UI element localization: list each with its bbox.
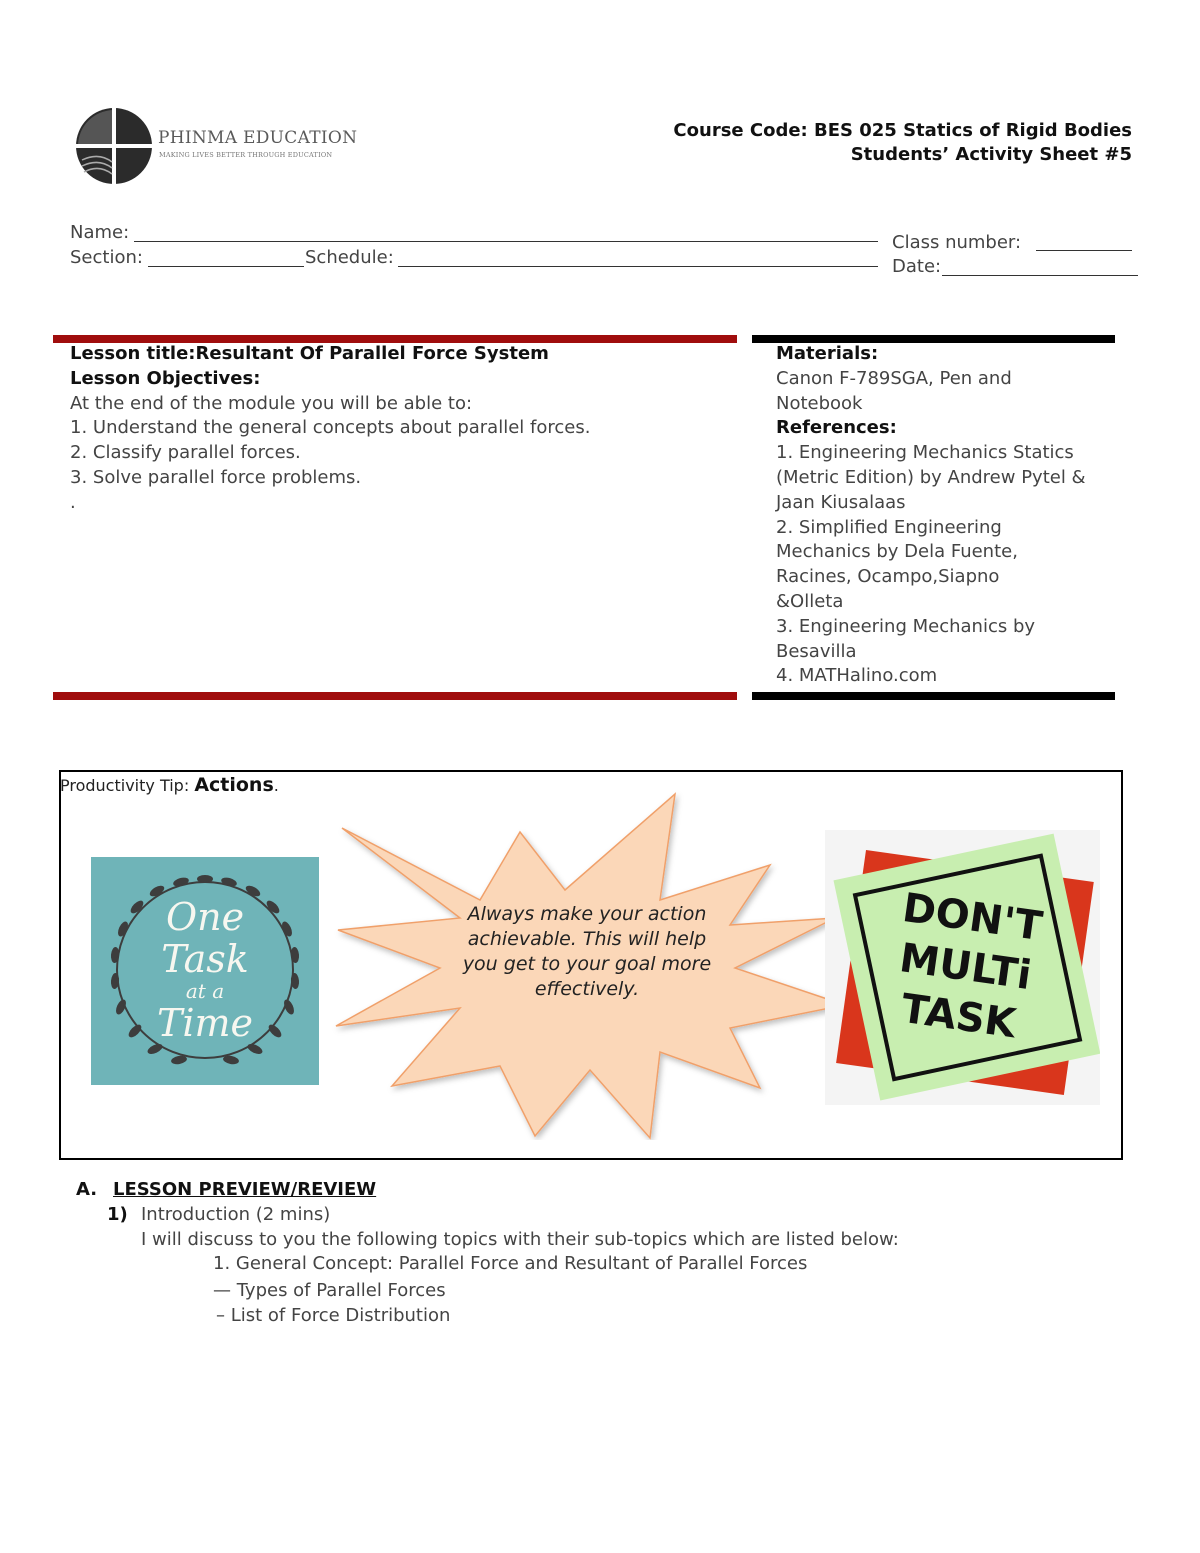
discussion-text: I will discuss to you the following topics with their sub-topics which are listed below: (141, 1229, 899, 1250)
note-line: DON'T (899, 884, 1046, 951)
section-letter: A. (76, 1179, 98, 1200)
lesson-bottom-bar (53, 692, 737, 700)
topic-item: 1. General Concept: Parallel Force and Resultant of Parallel Forces (213, 1253, 808, 1274)
dont-multitask-image (825, 830, 1100, 1105)
lesson-panel (70, 342, 730, 516)
sub-topic-item: — Types of Parallel Forces (213, 1280, 446, 1301)
logo-name: PHINMA EDUCATION (158, 128, 358, 148)
name-field[interactable] (134, 241, 878, 242)
objectives-intro: At the end of the module you will be able to: (70, 392, 473, 414)
class-number-label: Class number: (892, 232, 1022, 253)
section-label: Section: (70, 247, 143, 268)
note-line: TASK (898, 985, 1019, 1048)
materials-bottom-bar (752, 692, 1115, 700)
reference-line: (Metric Edition) by Andrew Pytel & (776, 466, 1086, 488)
class-number-field[interactable] (1036, 250, 1132, 251)
lesson-title: Lesson title:Resultant Of Parallel Force System (70, 343, 549, 364)
materials-panel (776, 342, 1116, 689)
one-task-line: Task (161, 937, 249, 981)
section-title: LESSON PREVIEW/REVIEW (113, 1179, 377, 1200)
materials-line: Notebook (776, 392, 863, 414)
objectives-label: Lesson Objectives: (70, 367, 261, 389)
materials-label: Materials: (776, 343, 879, 364)
date-field[interactable] (942, 275, 1138, 276)
objective-item: 2. Classify parallel forces. (70, 442, 301, 464)
schedule-field[interactable] (398, 266, 878, 267)
reference-line: 1. Engineering Mechanics Statics (776, 442, 1074, 464)
productivity-tip-heading: Productivity Tip: Actions. (60, 774, 279, 796)
reference-line: &Olleta (776, 590, 844, 612)
reference-line: Mechanics by Dela Fuente, (776, 541, 1018, 563)
materials-line: Canon F-789SGA, Pen and (776, 367, 1012, 389)
objective-item: 1. Understand the general concepts about parallel forces. (70, 417, 591, 439)
date-label: Date: (892, 256, 942, 277)
schedule-label: Schedule: (305, 247, 394, 268)
note-line: MULTi (896, 935, 1035, 1000)
one-task-line: One (165, 895, 245, 939)
reference-line: Jaan Kiusalaas (776, 491, 906, 513)
reference-line: Besavilla (776, 640, 857, 662)
objective-item: 3. Solve parallel force problems. (70, 466, 362, 488)
objective-item: . (70, 491, 76, 513)
logo-tagline: MAKING LIVES BETTER THROUGH EDUCATION (159, 151, 333, 159)
sub-topic-item: – List of Force Distribution (216, 1305, 451, 1326)
references-label: References: (776, 417, 897, 439)
one-task-image (91, 857, 319, 1085)
course-code: Course Code: BES 025 Statics of Rigid Bodies (673, 120, 1132, 141)
intro-text: Introduction (2 mins) (141, 1204, 331, 1225)
one-task-line: Time (156, 1001, 254, 1045)
reference-line: Racines, Ocampo,Siapno (776, 566, 1000, 588)
one-task-line: at a (185, 979, 225, 1003)
intro-number: 1) (107, 1204, 128, 1225)
section-field[interactable] (148, 266, 304, 267)
reference-line: 2. Simplified Engineering (776, 516, 1002, 538)
name-label: Name: (70, 222, 130, 243)
reference-line: 3. Engineering Mechanics by (776, 615, 1036, 637)
activity-sheet-title: Students’ Activity Sheet #5 (850, 144, 1132, 165)
starburst-text: Always make your action achievable. This will help you get to your goal more effectively. (462, 903, 712, 1000)
reference-line: 4. MATHalino.com (776, 665, 938, 687)
